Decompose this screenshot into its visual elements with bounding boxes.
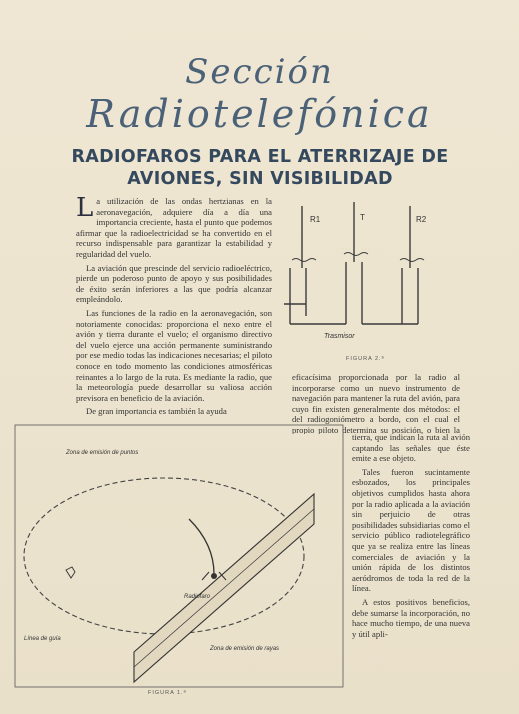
coil-r2 — [400, 259, 424, 262]
paragraph-3: Las funciones de la radio en la aeronavegación, son notoriamente conocidas: proporciona el nexo entre el avión y tierra durante el vuelo; el organismo directivo del vuelo ejerce una acción permanente suministrando por ese medio todas las indicaciones necesarias; el piloto conoce en todo momento las condiciones atmosféricas reinantes a lo largo de la ruta. Es mediante la radio, que la meteorología puede desarrollar su valiosa acción previsora en beneficio de la aviación. — [76, 307, 272, 403]
section-title-line2: Radiotelefónica — [86, 92, 433, 136]
coil-t — [344, 253, 368, 256]
figure-1-frame — [15, 425, 343, 687]
paragraph-4: De gran importancia es también la ayuda — [86, 406, 227, 417]
label-t: T — [360, 213, 365, 222]
figure-1-caption: FIGURA 1.ª — [148, 690, 187, 696]
dropcap-letter: L — [76, 196, 94, 223]
beacon-point — [211, 573, 217, 579]
label-guide-line: Línea de guía — [24, 636, 61, 642]
label-r1: R1 — [310, 215, 321, 224]
label-dot-zone: Zona de emisión de puntos — [66, 450, 139, 456]
guide-plane-midline — [134, 509, 314, 667]
figure-2-circuit-diagram — [280, 194, 460, 354]
label-transmitter: Trasmisor — [324, 333, 355, 340]
figure-2-caption: FIGURA 2.ª — [346, 356, 385, 362]
article-headline — [40, 146, 480, 190]
section-title-line1: Sección — [185, 52, 334, 92]
label-dash-zone: Zona de emisión de rayas — [210, 646, 280, 652]
label-r2: R2 — [416, 215, 427, 224]
article-column-3 — [352, 432, 470, 702]
col3-paragraph-2: Tales fueron sucintamente esbozados, los principales objetivos cumplidos hasta ahora por la radio aplicada a la aviación sin perjuicio de otras posibilidades subsidiarias como el servicio público radiotelegráfico que ya se realiza entre las líneas comerciales de aviación y la unión rápida de los distintos aeródromos de toda la red de la línea. — [352, 466, 470, 594]
paragraph-1-text: a utilización de las ondas hertzianas en la aeronavegación, adquiere día a día una importancia creciente, hasta el punto que podemos afirmar que la radioelectricidad se ha convertido en el recurso indispensable para garantizar la estabilidad y regularidad del vuelo. — [76, 196, 272, 259]
headline-line2: AVIONES, SIN VISIBILIDAD — [127, 169, 393, 189]
headline-line1: RADIOFAROS PARA EL ATERRIZAJE DE — [71, 147, 449, 167]
article-column-1 — [76, 196, 272, 424]
airplane-icon — [66, 567, 75, 578]
col3-paragraph-1: tierra, que indican la ruta al avión captando las señales que éste emite a ese objeto. — [352, 432, 470, 464]
coil-r1 — [292, 259, 316, 262]
paragraph-1 — [76, 196, 272, 260]
paragraph-2: La aviación que prescinde del servicio radioeléctrico, pierde un poderoso punto de apoyo y sus posibilidades de éxito serán inferiores a las que podría alcanzar empleándolo. — [76, 262, 272, 305]
figure-1-beacon-diagram — [14, 424, 344, 688]
col3-paragraph-3: A estos positivos beneficios, debe sumarse la incorporación, no hace mucho tiempo, de una nueva y útil apli- — [352, 596, 470, 639]
beacon-lobe-line — [189, 519, 214, 574]
label-radiobeacon: Radiofaro — [184, 594, 211, 600]
col2-paragraph-1: eficacísima proporcionada por la radio al incorporarse como un nuevo instrumento de navegación para mantener la ruta del avión, para cuyo fin existen generalmente dos métodos: el del radiogoniómetro a bordo, con el cual el propio piloto determina su posición, o bien la — [292, 372, 460, 434]
